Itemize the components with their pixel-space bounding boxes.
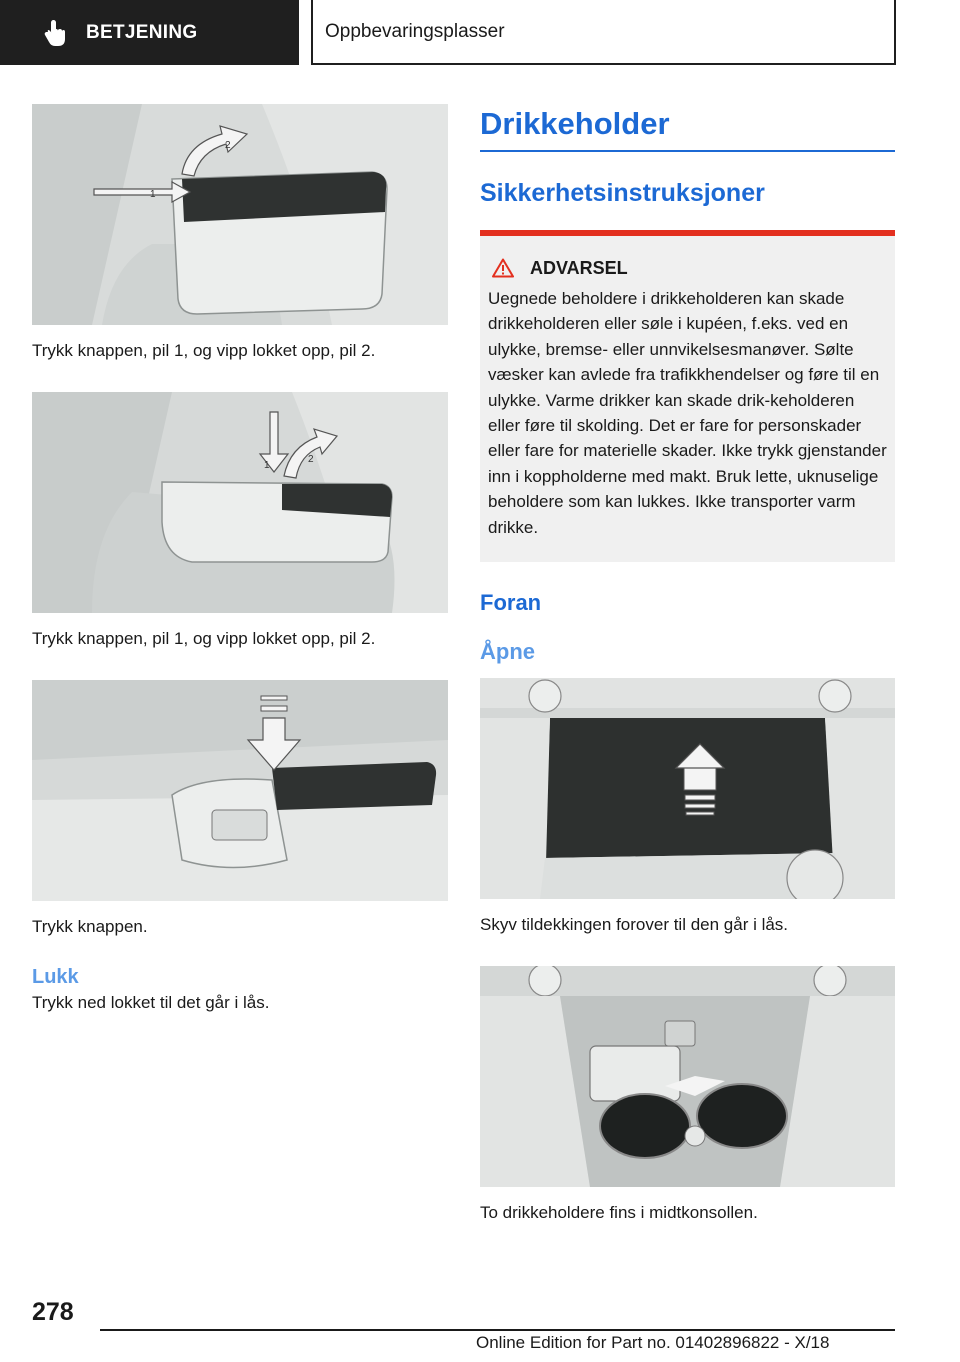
warning-triangle-icon — [492, 258, 514, 278]
page-number: 278 — [32, 1298, 74, 1326]
arrow-label-1: 1 — [150, 189, 156, 200]
page-title: Drikkeholder — [480, 104, 895, 152]
footer-divider — [100, 1329, 895, 1331]
apne-heading: Åpne — [480, 639, 535, 665]
safety-heading: Sikkerhetsinstruksjoner — [480, 179, 765, 207]
section-title: Oppbevaringsplasser — [311, 0, 896, 65]
cup-holders-figure — [480, 966, 895, 1187]
armrest-open-figure-1 — [32, 104, 448, 325]
hand-pointer-icon — [42, 18, 68, 48]
footer-edition — [476, 1333, 829, 1353]
figure-3-caption: Trykk knappen. — [32, 917, 148, 936]
warning-body: Uegnede beholdere i drikkeholderen kan skade drikkeholderen eller søle i kupéen, f.eks. ved en ulykke, bremse- eller unnvikelsesmanøver. Sølte væsker kan avlede fra trafikkhendelser og føre til en ulykke. Varme drikker kan skade drik-keholderen eller føre til skolding. Det er fare for personskader eller fare for materielle skader. Ikke trykk gjenstander inn i koppholderne med makt. Bruk lette, uknuselige beholdere som kan lukkes. Ikke transporter varm drikke. — [488, 289, 887, 537]
figure-4-caption: Skyv tildekkingen forover til den går i lås. — [480, 915, 789, 935]
warning-box — [480, 236, 895, 562]
chapter-label: BETJENING — [86, 21, 198, 43]
right-column — [480, 104, 895, 1225]
warning-title: ADVARSEL — [530, 258, 628, 278]
figure-2-caption: Trykk knappen, pil 1, og vipp lokket opp, pil 2. — [32, 629, 376, 648]
left-column — [32, 104, 448, 1015]
lukk-heading: Lukk — [32, 966, 79, 988]
arrow-label-2b: 2 — [308, 454, 314, 465]
armrest-open-figure-2 — [32, 392, 448, 613]
edition-text: Online Edition for Part no. 01402896822 - X/18 — [476, 1333, 830, 1352]
figure-5-caption: To drikkeholdere fins i midtkonsollen. — [480, 1203, 758, 1223]
armrest-button-figure — [32, 680, 448, 901]
arrow-label-2: 2 — [225, 140, 231, 151]
arrow-label-1b: 1 — [264, 460, 270, 471]
lukk-text: Trykk ned lokket til det går i lås. — [32, 993, 270, 1012]
figure-1-caption: Trykk knappen, pil 1, og vipp lokket opp, pil 2. — [32, 341, 376, 360]
foran-heading: Foran — [480, 590, 542, 616]
cup-holder-cover-figure — [480, 678, 895, 899]
chapter-tab[interactable] — [0, 0, 299, 65]
